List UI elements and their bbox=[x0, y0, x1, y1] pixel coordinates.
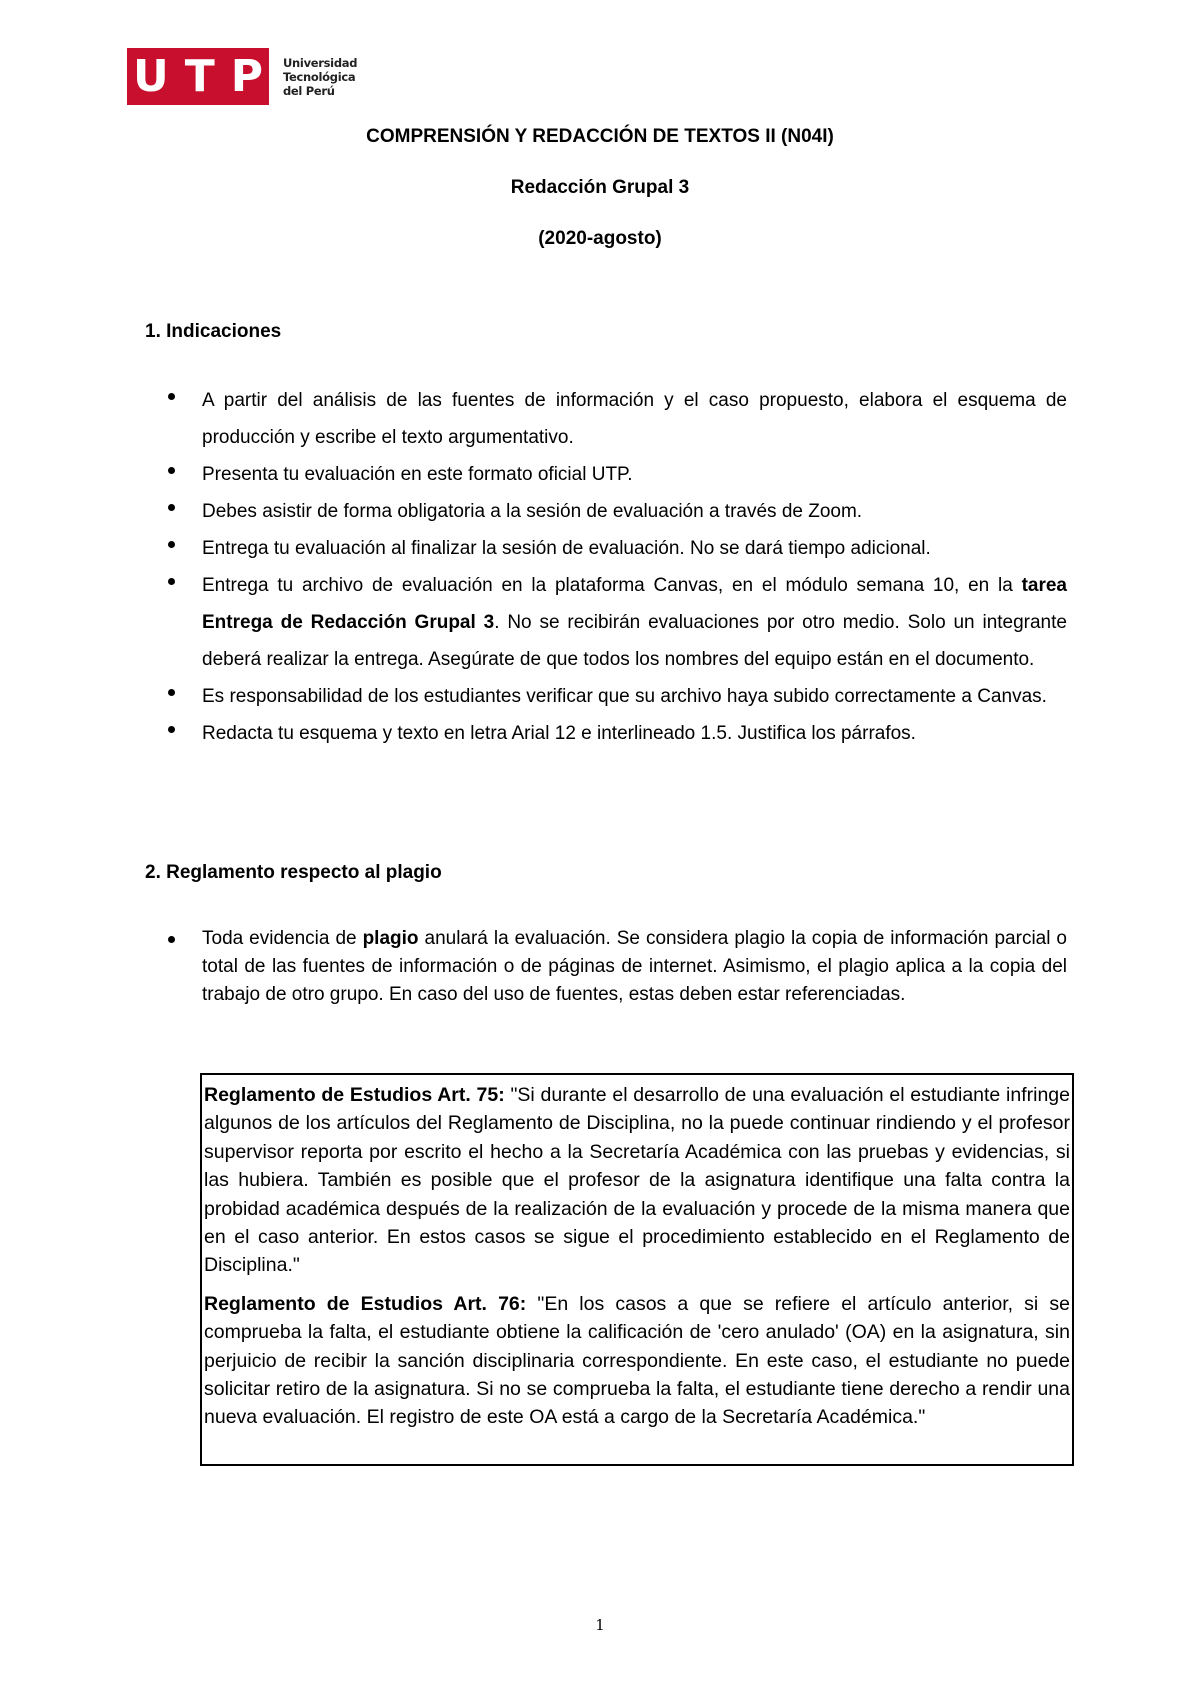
list-item: Presenta tu evaluación en este formato oficial UTP. bbox=[163, 456, 1067, 493]
list-item bbox=[163, 567, 1067, 678]
logo-text-line: del Perú bbox=[283, 83, 335, 98]
list-item: Entrega tu evaluación al finalizar la sesión de evaluación. No se dará tiempo adicional. bbox=[163, 530, 1067, 567]
canvas-item-text: Entrega tu archivo de evaluación en la plataforma Canvas, en el módulo semana 10, en la bbox=[202, 575, 1022, 596]
period-label: (2020-agosto) bbox=[538, 228, 662, 249]
logo-letter-p: P bbox=[230, 51, 263, 102]
list-item: Redacta tu esquema y texto en letra Arial 12 e interlineado 1.5. Justifica los párrafos. bbox=[163, 715, 1067, 752]
plagio-item-text: anulará la evaluación. Se considera plagio la copia de información parcial o total de las fuentes de información o de páginas de internet. Asimismo, el plagio aplica a la copia del trabajo de otro grupo. En caso del uso de fuentes, estas deben estar referenciadas. bbox=[202, 928, 1068, 1005]
logo-letter-t: T bbox=[184, 51, 215, 102]
list-item: Debes asistir de forma obligatoria a la sesión de evaluación a través de Zoom. bbox=[163, 493, 1067, 530]
article-text: "En los casos a que se refiere el artículo anterior, si se comprueba la falta, el estudiante obtiene la calificación de 'cero anulado' (OA) en la asignatura, sin perjuicio de recibir la sanción disciplinaria correspondiente. En este caso, el estudiante no puede solicitar retiro de la asignatura. Si no se comprueba la falta, el estudiante tiene derecho a rendir una nueva evaluación. El registro de este OA está a cargo de la Secretaría Académica." bbox=[204, 1292, 1070, 1429]
logo-text-line: Universidad bbox=[283, 55, 358, 70]
utp-logo-text bbox=[283, 56, 357, 98]
list-item: Es responsabilidad de los estudiantes verificar que su archivo haya subido correctamente a Canvas. bbox=[163, 678, 1067, 715]
logo-letter-u: U bbox=[133, 51, 169, 102]
plagio-keyword: plagio bbox=[362, 928, 419, 949]
canvas-item-text: . No se recibirán evaluaciones por otro medio. Solo un integrante deberá realizar la entrega. Asegúrate de que todos los nombres del equipo están en el documento. bbox=[202, 612, 1067, 670]
section-plagio-title: 2. Reglamento respecto al plagio bbox=[145, 862, 442, 883]
regulation-box bbox=[200, 1073, 1074, 1466]
article-text: "Si durante el desarrollo de una evaluación el estudiante infringe algunos de los artículos del Reglamento de Disciplina, no la puede continuar rindiendo y el profesor supervisor reporta por escrito el hecho a la Secretaría Académica con las pruebas y evidencias, si las hubiera. También es posible que el profesor de la asignatura identifique una falta contra la probidad académica después de la realización de la evaluación y procede de la misma manera que en el caso anterior. En estos casos se sigue el procedimiento establecido en el Reglamento de Disciplina." bbox=[204, 1084, 1070, 1277]
utp-logo bbox=[127, 48, 357, 105]
plagio-item-text: Toda evidencia de bbox=[202, 928, 363, 949]
regulation-article-76 bbox=[204, 1290, 1070, 1432]
logo-text-line: Tecnológica bbox=[283, 69, 356, 84]
regulation-article-75 bbox=[204, 1081, 1070, 1280]
section-indicaciones-title: 1. Indicaciones bbox=[145, 321, 282, 342]
course-title: COMPRENSIÓN Y REDACCIÓN DE TEXTOS II (N04I) bbox=[366, 126, 834, 147]
indicaciones-list bbox=[163, 382, 1067, 752]
article-label: Reglamento de Estudios Art. 76: bbox=[204, 1292, 527, 1315]
article-label: Reglamento de Estudios Art. 75: bbox=[204, 1084, 505, 1106]
page-number: 1 bbox=[595, 1616, 605, 1634]
list-item: A partir del análisis de las fuentes de información y el caso propuesto, elabora el esquema de producción y escribe el texto argumentativo. bbox=[163, 382, 1067, 456]
utp-logo-mark bbox=[127, 48, 269, 105]
plagio-list bbox=[163, 925, 1067, 1009]
canvas-task-name: tarea Entrega de Redacción Grupal 3 bbox=[202, 575, 1067, 633]
list-item bbox=[163, 925, 1067, 1009]
assignment-title: Redacción Grupal 3 bbox=[510, 177, 690, 198]
